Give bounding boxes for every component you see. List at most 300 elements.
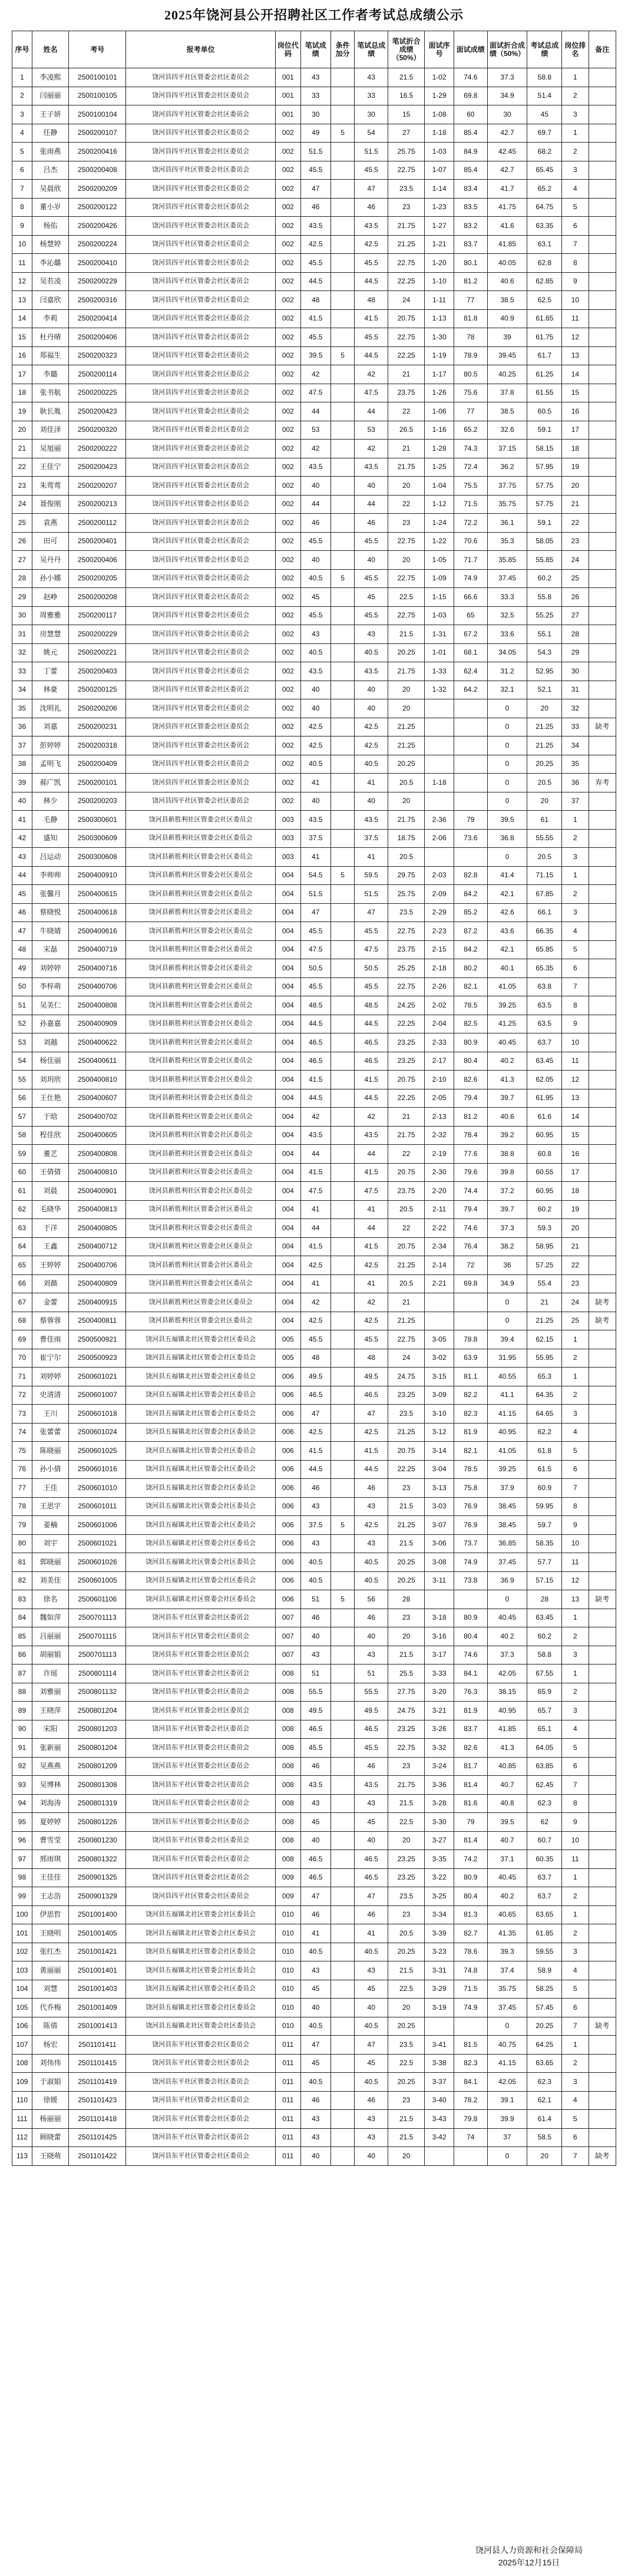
table-cell: 45.5: [300, 1739, 330, 1758]
table-cell: 46: [355, 514, 388, 533]
table-cell: 1-33: [425, 662, 454, 681]
table-cell: 45.5: [355, 1330, 388, 1349]
table-cell: 32.6: [487, 421, 527, 440]
table-cell: 21.25: [527, 718, 562, 737]
table-cell: 33: [355, 87, 388, 105]
table-row: [12, 1590, 616, 1609]
table-cell: 2500400808: [69, 1145, 126, 1164]
table-cell: [589, 2073, 616, 2092]
table-cell: 王志浩: [32, 1887, 68, 1906]
table-cell: 饶河县四平社区管委会社区委员会: [126, 1887, 275, 1906]
table-cell: 2500100105: [69, 87, 126, 105]
table-row: [12, 532, 616, 551]
table-cell: 1-22: [425, 532, 454, 551]
table-cell: 63.7: [527, 1868, 562, 1887]
table-cell: 饶河县四平社区管委会社区委员会: [126, 180, 275, 199]
table-cell: 2501101411: [69, 2036, 126, 2055]
table-row: [12, 811, 616, 830]
table-cell: 67.55: [527, 1665, 562, 1683]
table-cell: 44: [300, 1219, 330, 1238]
table-cell: 44: [355, 1219, 388, 1238]
table-cell: 21.25: [388, 235, 425, 254]
table-cell: 003: [275, 829, 300, 848]
table-cell: 37.15: [487, 440, 527, 458]
table-cell: [589, 161, 616, 180]
table-cell: 62.05: [527, 1071, 562, 1089]
table-cell: [330, 1868, 355, 1887]
table-cell: 20.5: [527, 774, 562, 792]
table-cell: 22.75: [388, 922, 425, 941]
table-cell: 004: [275, 903, 300, 922]
table-cell: 7: [12, 180, 32, 199]
table-cell: 58.9: [527, 1961, 562, 1980]
table-cell: [330, 755, 355, 774]
table-cell: 程佳欣: [32, 1126, 68, 1145]
table-cell: 51: [300, 1665, 330, 1683]
table-cell: 吴燕燕: [32, 1757, 68, 1776]
table-cell: 23.25: [388, 1033, 425, 1052]
table-row: [12, 1571, 616, 1590]
table-cell: 42.5: [355, 1256, 388, 1275]
table-cell: 53: [355, 421, 388, 440]
table-cell: 7: [562, 235, 589, 254]
table-cell: 72: [12, 1386, 32, 1405]
table-cell: 3: [562, 1405, 589, 1424]
table-cell: 饶河县五福镇北社区管委会社区委员会: [126, 1516, 275, 1535]
table-cell: 饶河县新胜利社区管委会社区委员会: [126, 1052, 275, 1071]
table-cell: 22.25: [388, 1460, 425, 1479]
table-cell: 饶河县东平社区管委会社区委员会: [126, 1850, 275, 1869]
table-cell: 2500400615: [69, 885, 126, 904]
table-cell: 60: [454, 105, 488, 124]
table-cell: 82.6: [454, 1071, 488, 1089]
table-cell: 25: [562, 1312, 589, 1330]
table-cell: [330, 87, 355, 105]
column-header: 备注: [589, 31, 616, 68]
table-cell: 1-21: [425, 235, 454, 254]
table-cell: 43: [300, 2110, 330, 2129]
table-cell: 44.5: [355, 1460, 388, 1479]
table-cell: 42: [300, 1293, 330, 1312]
table-row: [12, 477, 616, 496]
column-header: 笔试成绩: [300, 31, 330, 68]
table-cell: 006: [275, 1479, 300, 1498]
table-cell: 24: [562, 1293, 589, 1312]
table-cell: 38.2: [487, 1237, 527, 1256]
table-cell: 55: [12, 1071, 32, 1089]
table-cell: 46.5: [300, 1386, 330, 1405]
table-cell: 杨佑: [32, 217, 68, 236]
table-cell: 21.75: [388, 458, 425, 477]
table-cell: 3-32: [425, 1739, 454, 1758]
table-cell: 21.5: [388, 1534, 425, 1553]
table-cell: 3-40: [425, 2091, 454, 2110]
table-cell: 23.25: [388, 1720, 425, 1739]
table-cell: 64.75: [527, 198, 562, 217]
table-cell: 42.05: [487, 1665, 527, 1683]
table-cell: 54.5: [300, 866, 330, 885]
table-row: [12, 402, 616, 421]
table-cell: 刘玥欣: [32, 1071, 68, 1089]
table-cell: 27: [562, 606, 589, 625]
table-row: [12, 180, 616, 199]
table-cell: 37.2: [487, 1182, 527, 1201]
table-cell: 74: [12, 1423, 32, 1442]
table-cell: 2500400915: [69, 1293, 126, 1312]
table-cell: 58: [12, 1126, 32, 1145]
table-cell: [330, 235, 355, 254]
table-cell: 5: [330, 1516, 355, 1535]
table-cell: 0: [487, 1312, 527, 1330]
table-cell: 3-05: [425, 1330, 454, 1349]
table-cell: 20.5: [388, 1924, 425, 1943]
table-cell: 60.95: [527, 1182, 562, 1201]
table-cell: 40.1: [487, 959, 527, 978]
table-cell: 112: [12, 2128, 32, 2147]
table-cell: 004: [275, 1237, 300, 1256]
table-cell: 24.25: [388, 996, 425, 1015]
table-cell: 2500801308: [69, 1776, 126, 1795]
table-cell: 46.5: [300, 1868, 330, 1887]
table-cell: 3-21: [425, 1702, 454, 1720]
table-row: [12, 903, 616, 922]
table-cell: 002: [275, 495, 300, 514]
table-cell: 005: [275, 1330, 300, 1349]
table-cell: 87.2: [454, 922, 488, 941]
table-cell: [589, 495, 616, 514]
table-cell: 41: [12, 811, 32, 830]
table-cell: [589, 1479, 616, 1498]
table-cell: 饶河县四平社区管委会社区委员会: [126, 105, 275, 124]
table-cell: 78.2: [454, 2091, 488, 2110]
table-cell: [589, 458, 616, 477]
table-cell: 1-03: [425, 606, 454, 625]
table-cell: 5: [330, 346, 355, 365]
table-cell: 45.5: [355, 922, 388, 941]
table-cell: 64.25: [527, 2036, 562, 2055]
table-cell: 42.5: [300, 1256, 330, 1275]
table-cell: 91: [12, 1739, 32, 1758]
table-row: [12, 1274, 616, 1293]
table-cell: 21.5: [388, 1794, 425, 1813]
table-cell: 5: [330, 866, 355, 885]
table-cell: 23.25: [388, 1850, 425, 1869]
table-cell: 5: [562, 1980, 589, 1999]
table-cell: 饶河县东平社区管委会社区委员会: [126, 1702, 275, 1720]
table-cell: 81: [12, 1553, 32, 1572]
table-cell: 75: [12, 1442, 32, 1461]
table-cell: 30: [355, 105, 388, 124]
table-cell: 21.25: [527, 737, 562, 755]
table-cell: 62.2: [527, 1423, 562, 1442]
table-cell: 79.4: [454, 1200, 488, 1219]
table-cell: 44.5: [355, 1015, 388, 1033]
table-cell: [330, 551, 355, 570]
table-cell: 40: [300, 2147, 330, 2166]
table-cell: 41.5: [355, 1163, 388, 1182]
table-cell: [589, 1627, 616, 1646]
table-cell: 2500801114: [69, 1665, 126, 1683]
table-cell: 2500400901: [69, 1182, 126, 1201]
table-cell: 58.8: [527, 1646, 562, 1665]
table-cell: 13: [562, 1590, 589, 1609]
table-cell: 44.5: [300, 1460, 330, 1479]
table-cell: 60.95: [527, 1126, 562, 1145]
table-cell: 31: [12, 625, 32, 644]
table-row: [12, 940, 616, 959]
table-cell: 3: [562, 903, 589, 922]
table-cell: 80.4: [454, 1887, 488, 1906]
table-cell: 64: [12, 1237, 32, 1256]
table-cell: 52.1: [527, 681, 562, 699]
table-cell: 饶河县五福镇北社区管委会社区委员会: [126, 1590, 275, 1609]
table-cell: 84.1: [454, 2073, 488, 2092]
table-cell: 61.8: [527, 1442, 562, 1461]
table-cell: [589, 1182, 616, 1201]
table-cell: [330, 1219, 355, 1238]
table-cell: 饶河县东平社区管委会社区委员会: [126, 2054, 275, 2073]
table-cell: 21: [388, 1108, 425, 1127]
table-cell: [425, 1590, 454, 1609]
table-cell: 108: [12, 2054, 32, 2073]
table-cell: 1-23: [425, 198, 454, 217]
table-row: [12, 1237, 616, 1256]
column-header: 面试折合成绩（50%）: [487, 31, 527, 68]
table-row: [12, 1368, 616, 1386]
table-cell: 2500200401: [69, 532, 126, 551]
table-cell: 毛静: [32, 811, 68, 830]
table-cell: [330, 514, 355, 533]
table-cell: 66.6: [454, 588, 488, 607]
table-cell: 饶河县四平社区管委会社区委员会: [126, 384, 275, 402]
table-cell: [589, 1089, 616, 1108]
table-cell: 40.5: [300, 1553, 330, 1572]
table-cell: 42.1: [487, 940, 527, 959]
table-cell: 23: [388, 2091, 425, 2110]
table-cell: 吴丹丹: [32, 551, 68, 570]
table-cell: 43: [355, 1646, 388, 1665]
table-cell: 40.95: [487, 1702, 527, 1720]
table-cell: 42.5: [355, 718, 388, 737]
table-cell: 饶河县东平社区管委会社区委员会: [126, 1794, 275, 1813]
table-cell: [330, 792, 355, 811]
table-cell: 37: [12, 737, 32, 755]
table-cell: 39.3: [487, 1943, 527, 1961]
table-cell: 2-36: [425, 811, 454, 830]
table-cell: 002: [275, 755, 300, 774]
table-cell: 001: [275, 105, 300, 124]
table-cell: 1-18: [425, 774, 454, 792]
table-cell: [589, 1052, 616, 1071]
table-cell: 008: [275, 1776, 300, 1795]
table-cell: 3-38: [425, 2054, 454, 2073]
table-row: [12, 1609, 616, 1627]
table-cell: 31.2: [487, 662, 527, 681]
table-cell: 84: [12, 1609, 32, 1627]
table-cell: 41.6: [487, 217, 527, 236]
table-cell: 40.5: [355, 2017, 388, 2036]
table-cell: 饶河县东平社区管委会社区委员会: [126, 1776, 275, 1795]
table-cell: 22.25: [388, 346, 425, 365]
table-cell: [589, 1442, 616, 1461]
table-cell: [425, 848, 454, 867]
table-cell: 20.75: [388, 1163, 425, 1182]
table-cell: 41.75: [487, 198, 527, 217]
table-cell: 刘薇: [32, 1274, 68, 1293]
table-cell: 27: [388, 124, 425, 143]
table-cell: 37.45: [487, 569, 527, 588]
column-header: 序号: [12, 31, 32, 68]
table-cell: 71.15: [527, 866, 562, 885]
table-cell: 006: [275, 1405, 300, 1424]
table-cell: [589, 829, 616, 848]
table-cell: 39.1: [487, 2091, 527, 2110]
table-cell: 90: [12, 1720, 32, 1739]
table-cell: 63.9: [454, 1349, 488, 1368]
table-cell: 蔡蓉蓉: [32, 1312, 68, 1330]
table-cell: 0: [487, 1293, 527, 1312]
table-cell: 73.7: [454, 1534, 488, 1553]
table-cell: 35.75: [487, 1980, 527, 1999]
table-cell: 70.6: [454, 532, 488, 551]
table-cell: 44.5: [300, 1015, 330, 1033]
table-cell: 饶河县四平社区管委会社区委员会: [126, 402, 275, 421]
table-cell: [589, 2091, 616, 2110]
table-cell: [589, 792, 616, 811]
table-row: [12, 2091, 616, 2110]
table-cell: 饶河县新胜利社区管委会社区委员会: [126, 848, 275, 867]
table-cell: 1: [562, 2036, 589, 2055]
table-cell: 23: [12, 477, 32, 496]
table-cell: 2500801230: [69, 1831, 126, 1850]
table-cell: 43.5: [355, 217, 388, 236]
table-cell: 2500200231: [69, 718, 126, 737]
table-row: [12, 217, 616, 236]
page-title: 2025年饶河县公开招聘社区工作者考试总成绩公示: [164, 7, 464, 22]
table-cell: 002: [275, 718, 300, 737]
table-cell: 25: [562, 569, 589, 588]
table-cell: 2-26: [425, 977, 454, 996]
table-cell: 饶河县五福镇北社区管委会社区委员会: [126, 2017, 275, 2036]
table-cell: 饶河县五福镇北社区管委会社区委员会: [126, 1460, 275, 1479]
table-cell: 001: [275, 87, 300, 105]
table-cell: 2500400706: [69, 977, 126, 996]
table-cell: 39.5: [487, 1813, 527, 1832]
table-cell: 41.15: [487, 2054, 527, 2073]
table-cell: 饶河县四平社区管委会社区委员会: [126, 551, 275, 570]
table-cell: 2500601018: [69, 1405, 126, 1424]
table-cell: 饶河县新胜利社区管委会社区委员会: [126, 829, 275, 848]
table-cell: 20: [388, 1999, 425, 2017]
table-cell: 61.25: [527, 365, 562, 384]
table-row: [12, 384, 616, 402]
table-cell: 29: [562, 643, 589, 662]
table-cell: [330, 477, 355, 496]
table-cell: [589, 532, 616, 551]
table-cell: [330, 1980, 355, 1999]
table-cell: 106: [12, 2017, 32, 2036]
table-cell: 3-33: [425, 1665, 454, 1683]
table-cell: 010: [275, 1961, 300, 1980]
table-cell: 82.5: [454, 1015, 488, 1033]
table-cell: 20.25: [388, 643, 425, 662]
table-cell: 饶河县五福镇北社区管委会社区委员会: [126, 1943, 275, 1961]
table-cell: 23.25: [388, 1386, 425, 1405]
table-cell: 68: [12, 1312, 32, 1330]
table-cell: [330, 885, 355, 904]
table-cell: 41.1: [487, 1386, 527, 1405]
table-cell: [589, 1386, 616, 1405]
table-cell: 009: [275, 1868, 300, 1887]
table-cell: 46: [355, 1905, 388, 1924]
table-cell: 22.5: [388, 2054, 425, 2073]
table-cell: 赵峥: [32, 588, 68, 607]
table-row: [12, 1905, 616, 1924]
table-cell: 40.45: [487, 1868, 527, 1887]
table-row: [12, 2017, 616, 2036]
table-cell: [330, 1033, 355, 1052]
table-cell: 75.8: [454, 1479, 488, 1498]
table-cell: 82: [12, 1571, 32, 1590]
table-cell: 011: [275, 2110, 300, 2129]
table-cell: 2500300609: [69, 829, 126, 848]
table-cell: 84.1: [454, 1665, 488, 1683]
table-cell: 4: [562, 1423, 589, 1442]
table-cell: 41: [300, 774, 330, 792]
table-cell: 60.55: [527, 1163, 562, 1182]
table-cell: 006: [275, 1534, 300, 1553]
table-cell: 21.25: [527, 1312, 562, 1330]
table-cell: [589, 272, 616, 291]
table-cell: 3-41: [425, 2036, 454, 2055]
table-cell: 80.4: [454, 1627, 488, 1646]
table-cell: 2501001421: [69, 1943, 126, 1961]
table-cell: 47.5: [355, 940, 388, 959]
table-cell: 11: [562, 309, 589, 328]
table-cell: 闫丽丽: [32, 87, 68, 105]
table-cell: 2501101415: [69, 2054, 126, 2073]
table-cell: 刘婷婷: [32, 959, 68, 978]
table-cell: 44: [300, 495, 330, 514]
table-cell: 2500400811: [69, 1312, 126, 1330]
table-cell: 46: [12, 903, 32, 922]
table-cell: 43: [355, 1497, 388, 1516]
table-cell: 27.75: [388, 1683, 425, 1702]
table-cell: 2501001405: [69, 1924, 126, 1943]
table-cell: 18: [12, 384, 32, 402]
table-cell: 39: [487, 328, 527, 347]
table-cell: 23.25: [388, 1868, 425, 1887]
table-cell: [330, 959, 355, 978]
table-cell: 43.5: [300, 217, 330, 236]
table-cell: 63.65: [527, 2054, 562, 2073]
table-cell: [330, 217, 355, 236]
table-cell: [589, 1776, 616, 1795]
table-cell: 78.8: [454, 1330, 488, 1349]
table-row: [12, 1126, 616, 1145]
table-cell: 饶河县新胜利社区管委会社区委员会: [126, 1256, 275, 1275]
table-cell: 92: [12, 1757, 32, 1776]
table-cell: [330, 1405, 355, 1424]
table-cell: 18.75: [388, 829, 425, 848]
table-cell: 2-34: [425, 1237, 454, 1256]
table-row: [12, 1089, 616, 1108]
table-cell: 41: [355, 1200, 388, 1219]
table-cell: 2500300608: [69, 848, 126, 867]
table-cell: 42.5: [355, 1312, 388, 1330]
table-cell: 40: [355, 1831, 388, 1850]
table-cell: 郑福生: [32, 346, 68, 365]
